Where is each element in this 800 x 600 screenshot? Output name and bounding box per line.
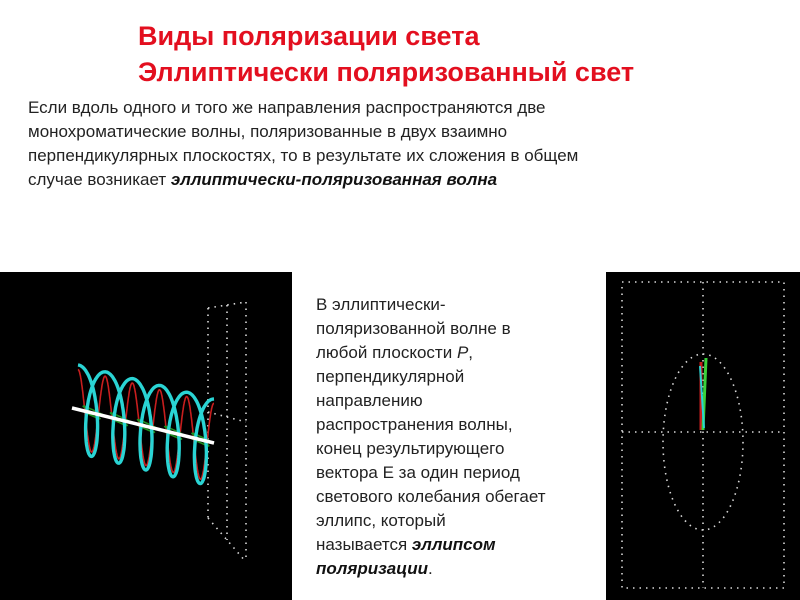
intro-text: случае возникает — [28, 170, 171, 189]
text-line — [316, 533, 601, 557]
ellipse-svg — [606, 272, 800, 600]
text-fragment: . — [428, 559, 433, 578]
text-fragment: любой плоскости — [316, 343, 457, 362]
text-line — [316, 341, 601, 365]
text-line: вектора Е за один период — [316, 463, 520, 482]
emphasis-term: эллипсом — [411, 535, 496, 554]
text-line: направлению — [316, 391, 423, 410]
intro-line: Если вдоль одного и того же направления распространяются две — [28, 98, 546, 117]
text-line: эллипс, который — [316, 511, 446, 530]
text-line: В эллиптически- — [316, 295, 446, 314]
wave-group — [78, 365, 214, 484]
explanation-text — [316, 293, 601, 581]
projection-plane — [208, 302, 246, 562]
intro-paragraph — [28, 96, 678, 192]
title-line-2: Эллиптически поляризованный свет — [138, 57, 635, 87]
polarization-ellipse-illustration — [606, 272, 800, 600]
emphasis-term: поляризации — [316, 559, 429, 578]
intro-emphasis: эллиптически-поляризованная волна — [170, 170, 498, 189]
helix-wave-svg — [0, 272, 292, 600]
helix-wave-illustration — [0, 272, 292, 600]
text-line: перпендикулярной — [316, 367, 465, 386]
intro-line: монохроматические волны, поляризованные в двух взаимно — [28, 122, 508, 141]
title-line-1: Виды поляризации света — [138, 21, 480, 51]
text-line: поляризованной волне в — [316, 319, 511, 338]
text-line: светового колебания обегает — [316, 487, 546, 506]
intro-line: перпендикулярных плоскостях, то в результате их сложения в общем — [28, 146, 579, 165]
text-line: конец результирующего — [316, 439, 505, 458]
text-fragment: называется — [316, 535, 412, 554]
text-fragment: , — [468, 343, 474, 362]
plane-symbol: Р — [456, 343, 469, 362]
text-line — [316, 557, 601, 581]
text-line: распространения волны, — [316, 415, 513, 434]
slide-title — [138, 18, 634, 90]
intro-line — [28, 168, 678, 192]
